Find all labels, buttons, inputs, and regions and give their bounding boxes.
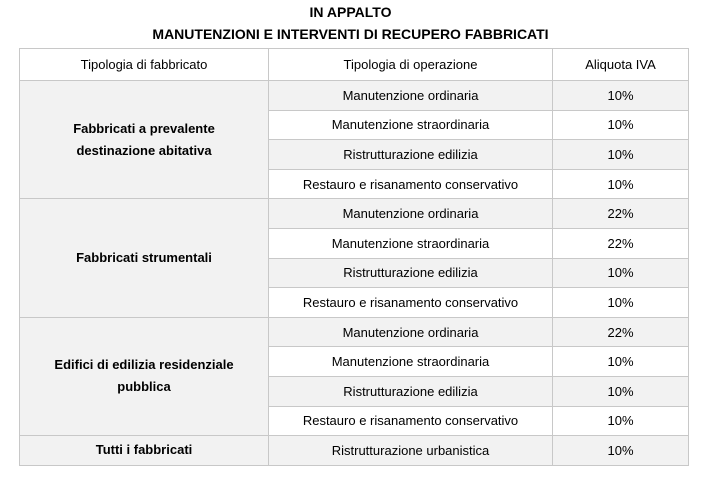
table-row: [20, 436, 689, 466]
document-title: IN APPALTO: [309, 4, 392, 20]
vat-rate-cell: 10%: [553, 288, 689, 318]
header-vat-rate: Aliquota IVA: [553, 49, 689, 81]
building-type-label: Tutti i fabbricati: [95, 442, 193, 458]
header-operation-type: Tipologia di operazione: [269, 49, 553, 81]
building-type-label: Edifici di edilizia residenziale pubblica: [54, 357, 234, 395]
vat-rate-cell: 22%: [553, 199, 689, 229]
header-building-type: Tipologia di fabbricato: [20, 49, 269, 81]
table-row: [20, 199, 689, 229]
operation-cell: Manutenzione ordinaria: [269, 81, 553, 111]
operation-cell: Ristrutturazione edilizia: [269, 258, 553, 288]
building-type-cell: [20, 317, 269, 435]
building-type-cell: [20, 81, 269, 199]
operation-cell: Ristrutturazione edilizia: [269, 140, 553, 170]
operation-cell: Manutenzione straordinaria: [269, 110, 553, 140]
operation-cell: Manutenzione straordinaria: [269, 228, 553, 258]
vat-rate-cell: 10%: [553, 258, 689, 288]
operation-cell: Restauro e risanamento conservativo: [269, 406, 553, 436]
vat-rate-cell: 10%: [553, 81, 689, 111]
vat-rate-table: [19, 48, 689, 466]
table-row: [20, 81, 689, 111]
operation-cell: Manutenzione straordinaria: [269, 347, 553, 377]
operation-cell: Manutenzione ordinaria: [269, 317, 553, 347]
building-type-cell: [20, 436, 269, 466]
vat-rate-cell: 10%: [553, 169, 689, 199]
table-header-row: [20, 49, 689, 81]
operation-cell: Ristrutturazione urbanistica: [269, 436, 553, 466]
operation-cell: Manutenzione ordinaria: [269, 199, 553, 229]
document-subtitle: MANUTENZIONI E INTERVENTI DI RECUPERO FABBRICATI: [152, 26, 549, 42]
operation-cell: Restauro e risanamento conservativo: [269, 169, 553, 199]
building-type-label: Fabbricati a prevalente destinazione abitativa: [73, 120, 215, 158]
vat-rate-cell: 22%: [553, 317, 689, 347]
vat-rate-cell: 10%: [553, 436, 689, 466]
table-row: [20, 317, 689, 347]
building-type-cell: [20, 199, 269, 317]
building-type-label: Fabbricati strumentali: [76, 250, 212, 266]
vat-rate-cell: 10%: [553, 406, 689, 436]
vat-rate-cell: 10%: [553, 347, 689, 377]
vat-rate-cell: 10%: [553, 110, 689, 140]
vat-rate-cell: 10%: [553, 140, 689, 170]
operation-cell: Ristrutturazione edilizia: [269, 376, 553, 406]
vat-rate-cell: 10%: [553, 376, 689, 406]
vat-rate-cell: 22%: [553, 228, 689, 258]
operation-cell: Restauro e risanamento conservativo: [269, 288, 553, 318]
